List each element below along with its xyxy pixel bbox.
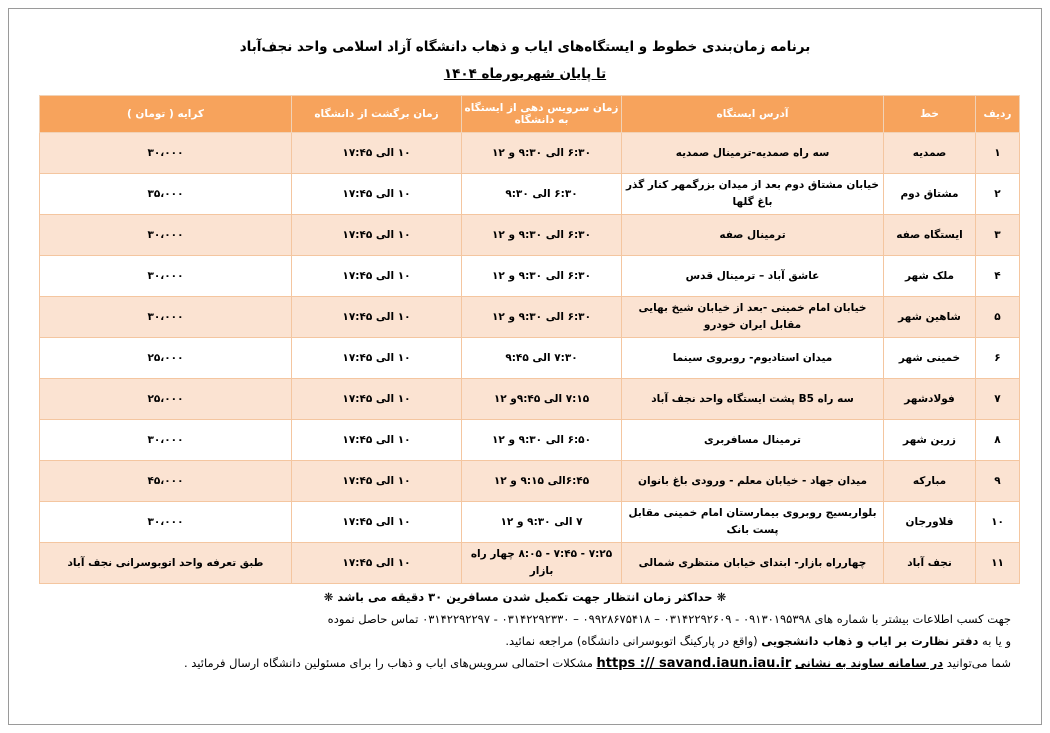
station-address-cell: بلواربسیج روبروی بیمارستان امام خمینی مقابل پست بانک (622, 502, 884, 543)
table-row (40, 420, 1020, 461)
station-address-cell: عاشق آباد – ترمینال قدس (622, 256, 884, 297)
row-number-cell: ۴ (976, 256, 1020, 297)
row-number-cell: ۶ (976, 338, 1020, 379)
service-time-cell: ۷ الی ۹:۳۰ و ۱۲ (462, 502, 622, 543)
return-time-cell: ۱۰ الی ۱۷:۴۵ (292, 133, 462, 174)
line-name-cell: فلاورجان (884, 502, 976, 543)
service-time-cell: ۶:۳۰ الی ۹:۳۰ و ۱۲ (462, 133, 622, 174)
fare-cell: ۳۰،۰۰۰ (40, 133, 292, 174)
line-name-cell: شاهین شهر (884, 297, 976, 338)
line-name-cell: زرین شهر (884, 420, 976, 461)
schedule-table (39, 95, 1020, 584)
fare-cell: ۳۰،۰۰۰ (40, 256, 292, 297)
station-address-cell: خیابان مشتاق دوم بعد از میدان بزرگمهر کنار گذر باغ گلها (622, 174, 884, 215)
return-time-cell: ۱۰ الی ۱۷:۴۵ (292, 420, 462, 461)
header-line: خط (884, 96, 976, 133)
fare-cell: ۳۰،۰۰۰ (40, 215, 292, 256)
office-prefix: و یا به (978, 634, 1011, 648)
fare-cell: طبق تعرفه واحد اتوبوسرانی نجف آباد (40, 543, 292, 584)
portal-note (39, 652, 1011, 675)
return-time-cell: ۱۰ الی ۱۷:۴۵ (292, 338, 462, 379)
fare-cell: ۲۵،۰۰۰ (40, 338, 292, 379)
station-address-cell: ترمینال مسافربری (622, 420, 884, 461)
service-time-cell: ۶:۴۵الی ۹:۱۵ و ۱۲ (462, 461, 622, 502)
return-time-cell: ۱۰ الی ۱۷:۴۵ (292, 256, 462, 297)
station-address-cell: چهارراه بازار- ابتدای خیابان منتظری شمالی (622, 543, 884, 584)
table-row (40, 215, 1020, 256)
portal-prefix: شما می‌توانید (943, 656, 1011, 670)
table-body (40, 133, 1020, 584)
line-name-cell: خمینی شهر (884, 338, 976, 379)
table-row (40, 543, 1020, 584)
header-address: آدرس ایستگاه (622, 96, 884, 133)
line-name-cell: مبارکه (884, 461, 976, 502)
portal-name: در سامانه ساوند به نشانی (794, 656, 944, 670)
station-address-cell: خیابان امام خمینی -بعد از خیابان شیخ بهایی مقابل ایران خودرو (622, 297, 884, 338)
service-time-cell: ۷:۱۵ الی ۹:۴۵و ۱۲ (462, 379, 622, 420)
fare-cell: ۲۵،۰۰۰ (40, 379, 292, 420)
portal-suffix: مشکلات احتمالی سرویس‌های ایاب و ذهاب را برای مسئولین دانشگاه ارسال فرمائید . (183, 656, 597, 670)
fare-cell: ۳۰،۰۰۰ (40, 502, 292, 543)
service-time-cell: ۶:۳۰ الی ۹:۳۰ (462, 174, 622, 215)
line-name-cell: ملک شهر (884, 256, 976, 297)
station-address-cell: میدان جهاد - خیابان معلم - ورودی باغ بانوان (622, 461, 884, 502)
header-return-time: زمان برگشت از دانشگاه (292, 96, 462, 133)
line-name-cell: مشتاق دوم (884, 174, 976, 215)
service-time-cell: ۶:۳۰ الی ۹:۳۰ و ۱۲ (462, 256, 622, 297)
fare-cell: ۴۵،۰۰۰ (40, 461, 292, 502)
notes-section (39, 586, 1011, 675)
table-row (40, 379, 1020, 420)
office-suffix: (واقع در پارکینگ اتوبوسرانی دانشگاه) مراجعه نمائید. (505, 634, 762, 648)
contact-text: جهت کسب اطلاعات بیشتر با شماره های ۰۹۱۳۰۱۹۵۳۹۸ - ۰۳۱۴۲۲۹۲۶۰۹ – ۰۹۹۲۸۶۷۵۴۱۸ – ۰۳۱۴۲۲۹۲۳۳۰ - ۰۳۱۴۲۲۹۲۲۹۷ تماس حاصل نموده (327, 612, 1011, 626)
return-time-cell: ۱۰ الی ۱۷:۴۵ (292, 215, 462, 256)
row-number-cell: ۱۰ (976, 502, 1020, 543)
line-name-cell: فولادشهر (884, 379, 976, 420)
office-note (39, 630, 1011, 652)
portal-url-link[interactable]: https :// savand.iaun.iau.ir (596, 656, 792, 671)
contact-note (39, 608, 1011, 630)
return-time-cell: ۱۰ الی ۱۷:۴۵ (292, 543, 462, 584)
table-row (40, 461, 1020, 502)
station-address-cell: ترمینال صفه (622, 215, 884, 256)
line-name-cell: ایستگاه صفه (884, 215, 976, 256)
header-service-time: زمان سرویس دهی از ایستگاه به دانشگاه (462, 96, 622, 133)
schedule-page (8, 8, 1042, 725)
return-time-cell: ۱۰ الی ۱۷:۴۵ (292, 174, 462, 215)
service-time-cell: ۶:۳۰ الی ۹:۳۰ و ۱۲ (462, 215, 622, 256)
table-row (40, 297, 1020, 338)
return-time-cell: ۱۰ الی ۱۷:۴۵ (292, 502, 462, 543)
table-row (40, 338, 1020, 379)
wait-time-note: ❋ حداکثر زمان انتظار جهت تکمیل شدن مسافرین ۳۰ دقیقه می باشد ❋ (323, 590, 727, 604)
page-subtitle (9, 66, 1041, 82)
row-number-cell: ۵ (976, 297, 1020, 338)
fare-cell: ۳۵،۰۰۰ (40, 174, 292, 215)
station-address-cell: سه راه صمدیه-ترمینال صمدیه (622, 133, 884, 174)
station-address-cell: سه راه B5 پشت ایستگاه واحد نجف آباد (622, 379, 884, 420)
line-name-cell: نجف آباد (884, 543, 976, 584)
row-number-cell: ۲ (976, 174, 1020, 215)
office-name: دفتر نظارت بر ایاب و ذهاب دانشجویی (761, 634, 979, 648)
table-row (40, 502, 1020, 543)
service-time-cell: ۶:۵۰ الی ۹:۳۰ و ۱۲ (462, 420, 622, 461)
service-time-cell: ۶:۳۰ الی ۹:۳۰ و ۱۲ (462, 297, 622, 338)
header-fare: کرایه ( تومان ) (40, 96, 292, 133)
fare-cell: ۳۰،۰۰۰ (40, 420, 292, 461)
row-number-cell: ۹ (976, 461, 1020, 502)
header-row-number: ردیف (976, 96, 1020, 133)
table-row (40, 174, 1020, 215)
page-title: برنامه زمان‌بندی خطوط و ایستگاه‌های ایاب و ذهاب دانشگاه آزاد اسلامی واحد نجف‌آباد (239, 39, 811, 55)
row-number-cell: ۷ (976, 379, 1020, 420)
fare-cell: ۳۰،۰۰۰ (40, 297, 292, 338)
row-number-cell: ۳ (976, 215, 1020, 256)
station-address-cell: میدان استادیوم- روبروی سینما (622, 338, 884, 379)
row-number-cell: ۱ (976, 133, 1020, 174)
table-row (40, 256, 1020, 297)
service-time-cell: ۷:۲۵ - ۷:۴۵ - ۸:۰۵ چهار راه بازار (462, 543, 622, 584)
table-header-row (40, 96, 1020, 133)
return-time-cell: ۱۰ الی ۱۷:۴۵ (292, 297, 462, 338)
service-time-cell: ۷:۳۰ الی ۹:۴۵ (462, 338, 622, 379)
return-time-cell: ۱۰ الی ۱۷:۴۵ (292, 461, 462, 502)
table-row (40, 133, 1020, 174)
subtitle-text: تا پایان شهریورماه ۱۴۰۴ (443, 66, 607, 82)
line-name-cell: صمدیه (884, 133, 976, 174)
row-number-cell: ۸ (976, 420, 1020, 461)
return-time-cell: ۱۰ الی ۱۷:۴۵ (292, 379, 462, 420)
row-number-cell: ۱۱ (976, 543, 1020, 584)
